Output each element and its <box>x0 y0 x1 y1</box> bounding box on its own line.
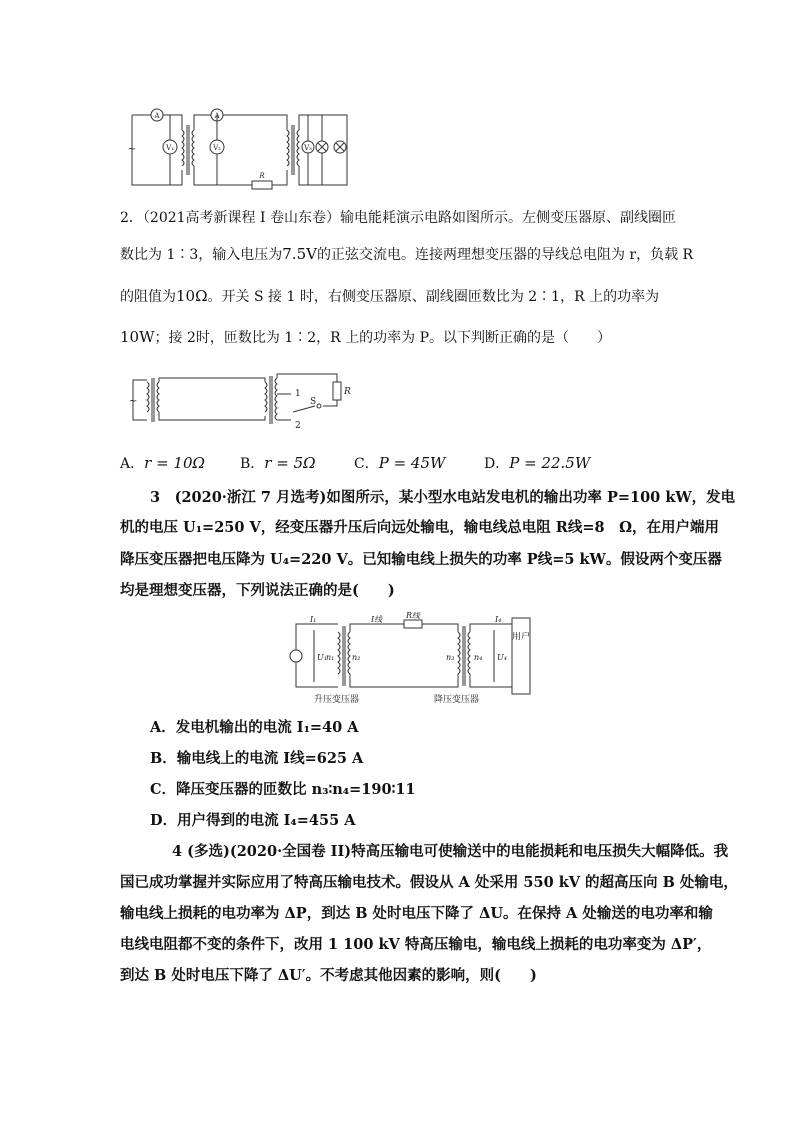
q3-line-2: 机的电压 U₁=250 V，经变压器升压后向远处输电，输电线总电阻 R线=8 Ω，在用户端用 <box>120 519 719 536</box>
q4-line-1: 4 (多选)(2020·全国卷 II)特高压输电可使输送中的电能损耗和电压损失大幅降低。我 <box>172 843 729 860</box>
transmission-figure <box>286 612 536 708</box>
q2-line-3: 的阻值为10Ω。开关 S 接 1 时，右侧变压器原、副线圈匝数比为 2∶1，R 上的功率为 <box>120 287 660 305</box>
q3-option-d: D．用户得到的电流 I₄=455 A <box>150 812 356 829</box>
step-up-label: 升压变压器 <box>314 695 360 705</box>
q2-option-a: A．r = 10Ω <box>120 454 205 472</box>
label-iline: I线 <box>371 615 383 624</box>
voltmeter-label-3: V₃ <box>304 144 312 152</box>
label-i1: I₁ <box>310 615 317 624</box>
label-n2: n₂ <box>352 653 361 662</box>
q2-option-c: C．P = 45W <box>354 454 446 472</box>
switch-label: S <box>310 397 317 407</box>
label-n1: n₁ <box>326 653 335 662</box>
voltmeter-label-1: V₁ <box>166 144 174 152</box>
q4-line-5: 到达 B 处时电压下降了 ΔU′。不考虑其他因素的影响，则( ) <box>120 967 537 984</box>
ac-source-symbol: ~ <box>127 144 137 155</box>
q2-line-4: 10W；接 2时，匝数比为 1∶2，R 上的功率为 P。以下判断正确的是（ ） <box>120 328 611 346</box>
q2-line-1: 2．（2021高考新课程 I 卷山东卷）输电能耗演示电路如图所示。左侧变压器原、副线圈匝 <box>120 210 676 226</box>
q3-line-3: 降压变压器把电压降为 U₄=220 V。已知输电线上损失的功率 P线=5 kW。假设两个变压器 <box>120 551 722 568</box>
step-down-label: 降压变压器 <box>434 695 480 705</box>
q3-option-c: C．降压变压器的匝数比 n₃∶n₄=190∶11 <box>150 781 416 798</box>
resistor-label: R <box>259 172 265 180</box>
q2-line-2: 数比为 1∶3，输入电压为7.5V的正弦交流电。连接两理想变压器的导线总电阻为 r，负载 R <box>120 245 694 263</box>
q3-line-1: 3 (2020·浙江 7 月选考)如图所示，某小型水电站发电机的输出功率 P=100 kW，发电 <box>150 489 736 506</box>
circuit-figure-1 <box>122 100 352 192</box>
q3-option-b: B．输电线上的电流 I线=625 A <box>150 750 364 767</box>
q4-line-2: 国已成功掌握并实际应用了特高压输电技术。假设从 A 处采用 550 kV 的超高压向 B 处输电， <box>120 874 738 891</box>
label-i4: I₄ <box>495 615 502 624</box>
ammeter-label-2: A <box>214 112 220 120</box>
ac-source-symbol-2: ~ <box>129 396 138 407</box>
user-label: 用户 <box>512 632 530 642</box>
ammeter-label-1: A <box>154 112 160 120</box>
load-resistor-label: R <box>344 387 351 397</box>
label-n3: n₃ <box>446 653 455 662</box>
circuit-figure-2 <box>125 372 355 434</box>
label-u1: U₁ <box>317 653 327 662</box>
q4-line-4: 电线电阻都不变的条件下，改用 1 100 kV 特高压输电，输电线上损耗的电功率变为 ΔP′， <box>120 936 712 953</box>
switch-terminal-2: 2 <box>295 421 301 431</box>
q4-line-3: 输电线上损耗的电功率为 ΔP，到达 B 处时电压下降了 ΔU。在保持 A 处输送的电功率和输 <box>120 905 713 922</box>
label-n4: n₄ <box>474 653 483 662</box>
q2-option-d: D．P = 22.5W <box>484 454 591 472</box>
label-u4: U₄ <box>497 653 507 662</box>
q3-option-a: A．发电机输出的电流 I₁=40 A <box>150 719 359 736</box>
voltmeter-label-2: V₂ <box>213 144 221 152</box>
q2-option-b: B．r = 5Ω <box>240 454 316 472</box>
switch-terminal-1: 1 <box>295 389 301 399</box>
label-rline: R线 <box>406 612 421 620</box>
q3-line-4: 均是理想变压器，下列说法正确的是( ) <box>120 582 395 599</box>
